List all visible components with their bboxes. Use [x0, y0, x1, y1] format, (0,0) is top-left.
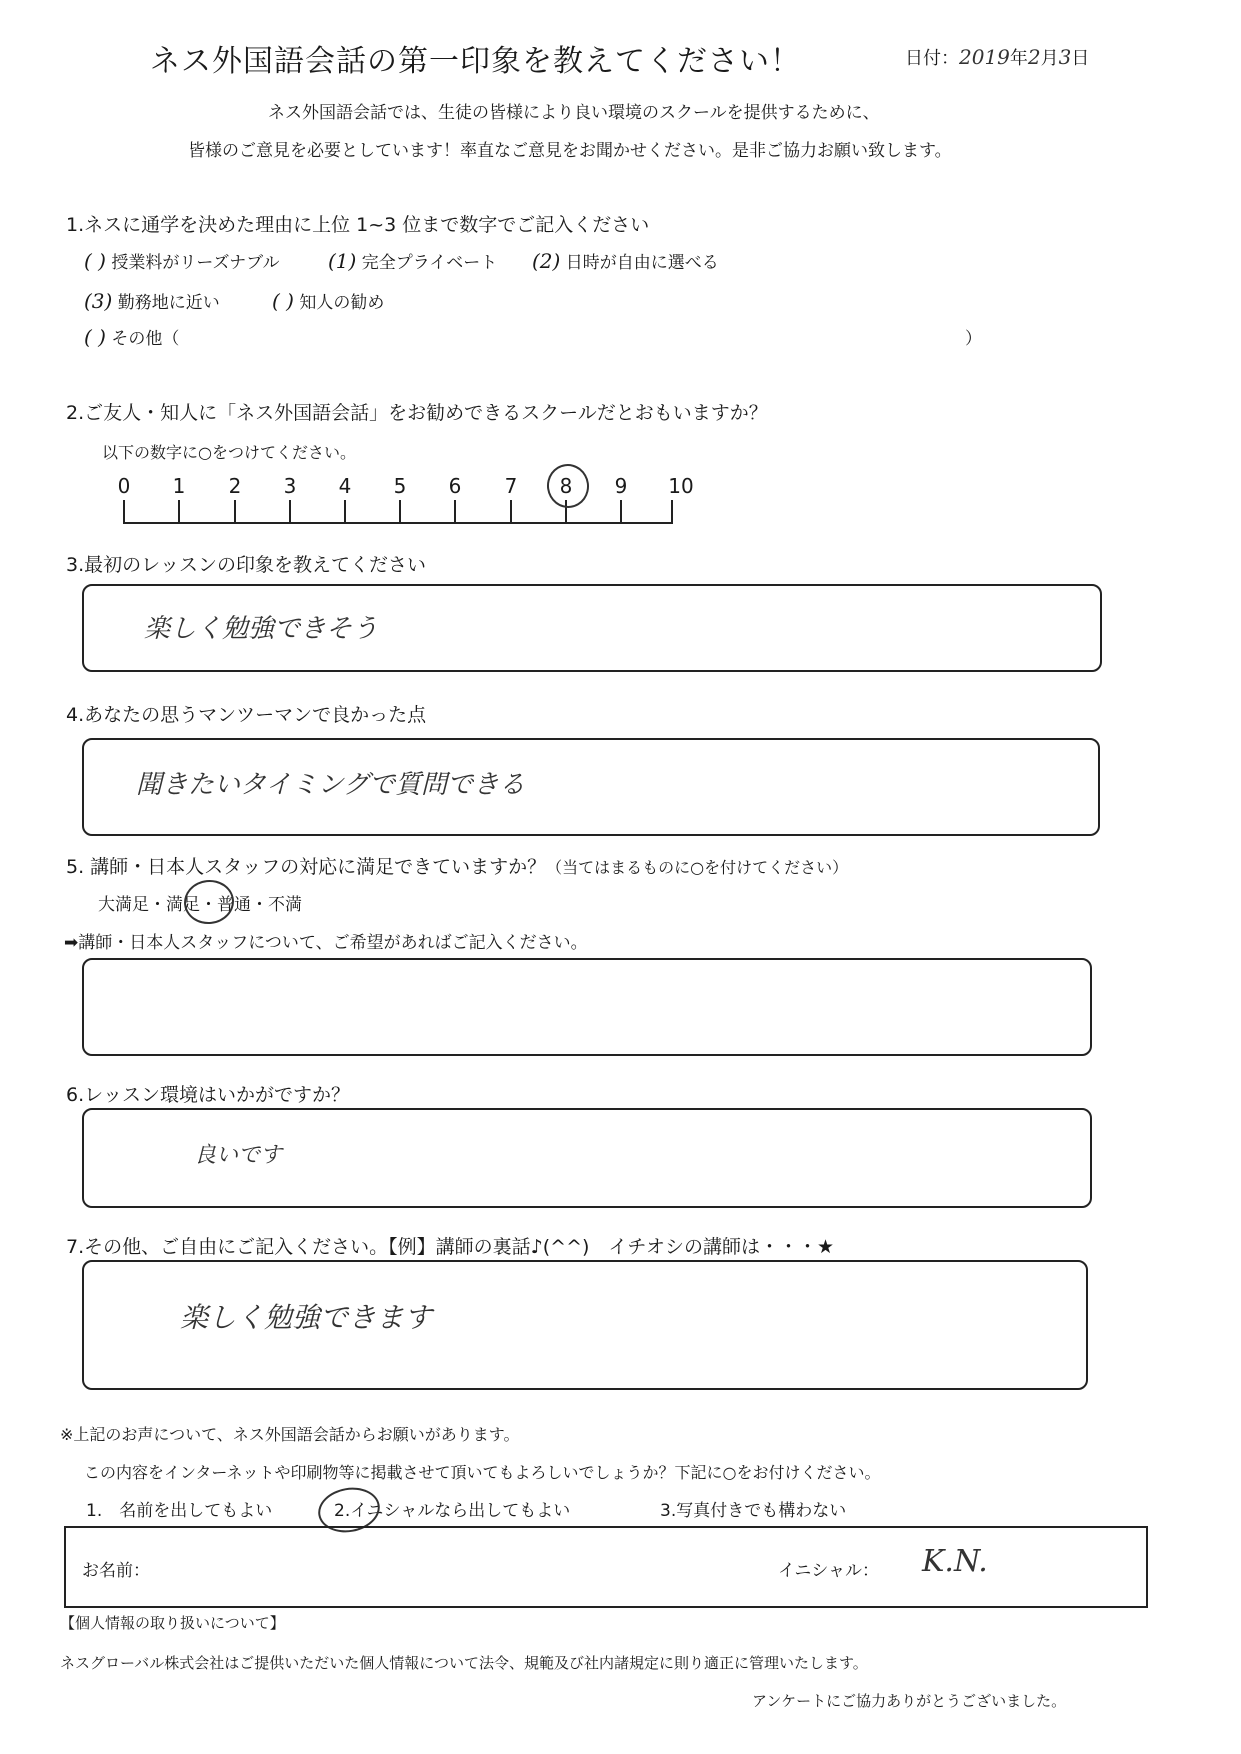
- q6-answer-box[interactable]: [82, 1108, 1092, 1208]
- q1-option-tuition-rank[interactable]: ( ): [84, 249, 106, 273]
- scale-tick: [399, 500, 401, 524]
- q5-separator: ・: [149, 895, 166, 915]
- q1-option-other-rank[interactable]: ( ): [84, 325, 106, 349]
- consent-option-initials[interactable]: 2.イニシャルなら出してもよい: [334, 1501, 571, 1521]
- q3-answer-text: 楽しく勉強できそう: [144, 614, 379, 644]
- consent-option-photo[interactable]: 3.写真付きでも構わない: [660, 1501, 847, 1521]
- q1-option-private-label: 完全プライベート: [361, 253, 498, 273]
- q4-answer-box[interactable]: [82, 738, 1100, 836]
- q3-title: 3.最初のレッスンの印象を教えてください: [66, 554, 426, 576]
- q1-option-friend[interactable]: [272, 288, 384, 313]
- q5-followup-text: 講師・日本人スタッフについて、ご希望があればご記入ください。: [78, 933, 588, 953]
- scale-tick: [178, 500, 180, 524]
- q5-followup-box[interactable]: [82, 958, 1092, 1056]
- scale-tick: [344, 500, 346, 524]
- initial-label: イニシャル：: [778, 1561, 879, 1581]
- name-label: お名前：: [82, 1561, 150, 1581]
- q5-separator: ・: [200, 895, 217, 915]
- scale-number-9[interactable]: 9: [614, 474, 628, 498]
- q1-option-near-rank[interactable]: (3): [84, 289, 113, 313]
- q1-option-schedule-label: 日時が自由に選べる: [565, 253, 719, 273]
- scale-tick: [620, 500, 622, 524]
- q1-option-other[interactable]: [84, 324, 179, 349]
- q7-answer-text: 楽しく勉強できます: [180, 1301, 433, 1334]
- scale-baseline: [123, 522, 673, 524]
- scale-tick: [234, 500, 236, 524]
- q7-title: 7.その他、ご自由にご記入ください。【例】講師の裏話♪(^^) イチオシの講師は・・・★: [66, 1236, 835, 1258]
- q5-selection-circle: [182, 878, 236, 927]
- date-field: [905, 44, 1089, 70]
- q6-answer-text: 良いです: [194, 1143, 283, 1168]
- q4-title: 4.あなたの思うマンツーマンで良かった点: [66, 704, 427, 726]
- q1-option-near-label: 勤務地に近い: [117, 293, 220, 313]
- date-year: 2019: [959, 45, 1010, 69]
- q1-option-schedule[interactable]: [532, 248, 719, 273]
- intro-line-2: 皆様のご意見を必要としています！率直なご意見をお聞かせください。是非ご協力お願い致します。: [188, 141, 952, 161]
- scale-tick: [454, 500, 456, 524]
- scale-number-10[interactable]: 10: [668, 474, 694, 498]
- scale-tick: [123, 500, 125, 524]
- arrow-right-icon: ➡: [64, 933, 79, 953]
- q5-choice-neutral[interactable]: 普通: [217, 895, 251, 915]
- thanks-text: アンケートにご協力ありがとうございました。: [752, 1692, 1067, 1710]
- consent-note: ※上記のお声について、ネス外国語会話からお願いがあります。: [60, 1425, 520, 1444]
- q4-answer-text: 聞きたいタイミングで質問できる: [136, 770, 525, 800]
- q1-option-friend-rank[interactable]: ( ): [272, 289, 294, 313]
- name-box: [64, 1526, 1148, 1608]
- scale-tick: [671, 500, 673, 524]
- q1-option-private[interactable]: [328, 248, 497, 273]
- q7-answer-box[interactable]: [82, 1260, 1088, 1390]
- q2-title: 2.ご友人・知人に「ネス外国語会話」をお勧めできるスクールだとおもいますか？: [66, 402, 768, 424]
- q5-title-text: 5. 講師・日本人スタッフの対応に満足できていますか？: [66, 856, 547, 878]
- q5-note: （当てはまるものに○を付けてください）: [546, 858, 849, 877]
- q5-followup: [64, 928, 588, 953]
- q5-choice-very-satisfied[interactable]: 大満足: [98, 895, 149, 915]
- date-month: 2: [1027, 45, 1041, 69]
- q1-option-other-close: ）: [965, 329, 982, 349]
- scale-tick: [289, 500, 291, 524]
- initial-field[interactable]: K.N.: [922, 1544, 988, 1579]
- scale-number-6[interactable]: 6: [448, 474, 462, 498]
- q5-title: [66, 852, 848, 879]
- q1-option-schedule-rank[interactable]: (2): [532, 249, 561, 273]
- scale-selection-circle: [544, 461, 592, 510]
- q1-option-friend-label: 知人の勧め: [299, 293, 385, 313]
- scale-number-0[interactable]: 0: [117, 474, 131, 498]
- date-month-unit: 月: [1040, 48, 1059, 69]
- q1-option-private-rank[interactable]: (1): [328, 249, 357, 273]
- q6-title: 6.レッスン環境はいかがですか？: [66, 1084, 350, 1106]
- scale-number-4[interactable]: 4: [338, 474, 352, 498]
- q5-separator: ・: [251, 895, 268, 915]
- scale-number-2[interactable]: 2: [228, 474, 242, 498]
- q1-option-other-label: その他（: [111, 329, 180, 349]
- date-label: 日付：: [905, 48, 959, 69]
- scale-number-1[interactable]: 1: [172, 474, 186, 498]
- scale-number-8[interactable]: 8: [559, 474, 573, 498]
- q3-answer-box[interactable]: [82, 584, 1102, 672]
- q5-choice-dissatisfied[interactable]: 不満: [268, 895, 302, 915]
- date-day-unit: 日: [1071, 48, 1090, 69]
- consent-question: この内容をインターネットや印刷物等に掲載させて頂いてもよろしいでしょうか？下記に○をお付けください。: [84, 1463, 881, 1482]
- scale-number-5[interactable]: 5: [393, 474, 407, 498]
- q1-option-tuition-label: 授業料がリーズナブル: [111, 253, 280, 273]
- date-day: 3: [1058, 45, 1072, 69]
- date-year-unit: 年: [1009, 48, 1028, 69]
- privacy-text: ネスグローバル株式会社はご提供いただいた個人情報について法令、規範及び社内諸規定に則り適正に管理いたします。: [60, 1654, 868, 1672]
- scale-tick: [510, 500, 512, 524]
- scale-number-3[interactable]: 3: [283, 474, 297, 498]
- privacy-heading: 【個人情報の取り扱いについて】: [60, 1614, 285, 1632]
- scale-number-7[interactable]: 7: [504, 474, 518, 498]
- q1-option-near[interactable]: [84, 288, 220, 313]
- intro-line-1: ネス外国語会話では、生徒の皆様により良い環境のスクールを提供するために、: [268, 103, 880, 123]
- q1-option-tuition[interactable]: [84, 248, 280, 273]
- consent-option-name[interactable]: 1. 名前を出してもよい: [86, 1501, 273, 1521]
- q1-title: 1.ネスに通学を決めた理由に上位 1~3 位まで数字でご記入ください: [66, 214, 650, 236]
- q5-choice-satisfied[interactable]: 満足: [166, 895, 200, 915]
- page-title: ネス外国語会話の第一印象を教えてください！: [150, 44, 801, 79]
- q2-instruction: 以下の数字に○をつけてください。: [102, 443, 356, 462]
